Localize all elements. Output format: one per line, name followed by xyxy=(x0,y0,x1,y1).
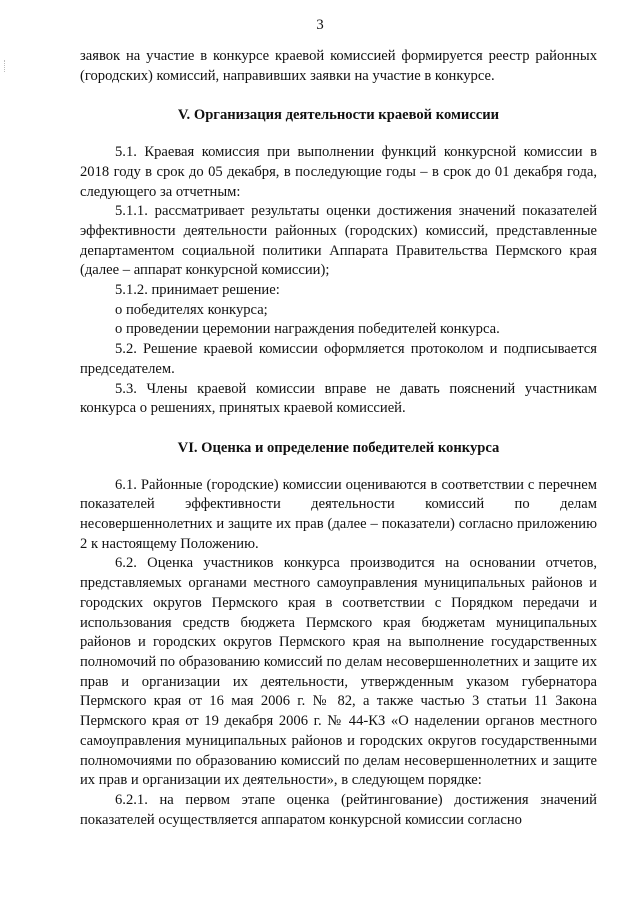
paragraph-continuation: заявок на участие в конкурсе краевой комиссией формируется реестр районных (городских) комиссий, направивших заявки на участие в конкурсе. xyxy=(80,48,597,84)
list-item-ceremony: о проведении церемонии награждения победителей конкурса. xyxy=(115,321,500,338)
section-heading-5: V. Организация деятельности краевой комиссии xyxy=(177,107,500,124)
paragraph-6-1: 6.1. Районные (городские) комиссии оцениваются в соответствии с перечнем показателей эффективности деятельности комиссий по делам несовершеннолетних и защите их прав (далее – показатели) согласно приложению 2 к настоящему Положению. xyxy=(80,476,597,552)
paragraph-6-2: 6.2. Оценка участников конкурса производится на основании отчетов, представляемых органами местного самоуправления муниципальных районов и городских округов Пермского края в соответствии с Порядком передачи и использования средств бюджета Пермского края бюджетам муниципальных районов и городских округов Пермского края на выполнение государственных полномочий по образованию комиссий по делам несовершеннолетних и защите их прав и организации их деятельности, утвержденным указом губернатора Пермского края от 16 мая 2006 г. № 82, а также частью 3 статьи 11 Закона Пермского края от 19 декабря 2006 г. № 44-КЗ «О наделении органов местного самоуправления муниципальных районов и городских округов государственными полномочиями по образованию комиссий по делам несовершеннолетних и защите их прав и организации их деятельности», в следующем порядке: xyxy=(80,555,597,789)
paragraph-6-2-1: 6.2.1. на первом этапе оценка (рейтингование) достижения значений показателей осуществляется аппаратом конкурсной комиссии согласно xyxy=(80,791,597,828)
scan-margin-mark xyxy=(4,60,15,72)
list-item-winners: о победителях конкурса; xyxy=(115,301,268,318)
paragraph-5-1-1: 5.1.1. рассматривает результаты оценки достижения значений показателей эффективности деятельности районных (городских) комиссий, представленные департаментом социальной политики Аппарата Правительства Пермского края (далее – аппарат конкурсной комиссии); xyxy=(80,203,597,279)
document-body xyxy=(80,47,597,830)
page-number: 3 xyxy=(316,17,324,33)
paragraph-5-1: 5.1. Краевая комиссия при выполнении функций конкурсной комиссии в 2018 году в срок до 05 декабря, в последующие годы – в срок до 01 декабря года, следующего за отчетным: xyxy=(80,144,597,200)
paragraph-5-1-2: 5.1.2. принимает решение: xyxy=(115,282,280,299)
paragraph-5-2: 5.2. Решение краевой комиссии оформляется протоколом и подписывается председателем. xyxy=(80,341,597,377)
section-heading-6: VI. Оценка и определение победителей конкурса xyxy=(177,439,500,456)
paragraph-5-3: 5.3. Члены краевой комиссии вправе не давать пояснений участникам конкурса о решениях, принятых краевой комиссией. xyxy=(80,380,597,417)
